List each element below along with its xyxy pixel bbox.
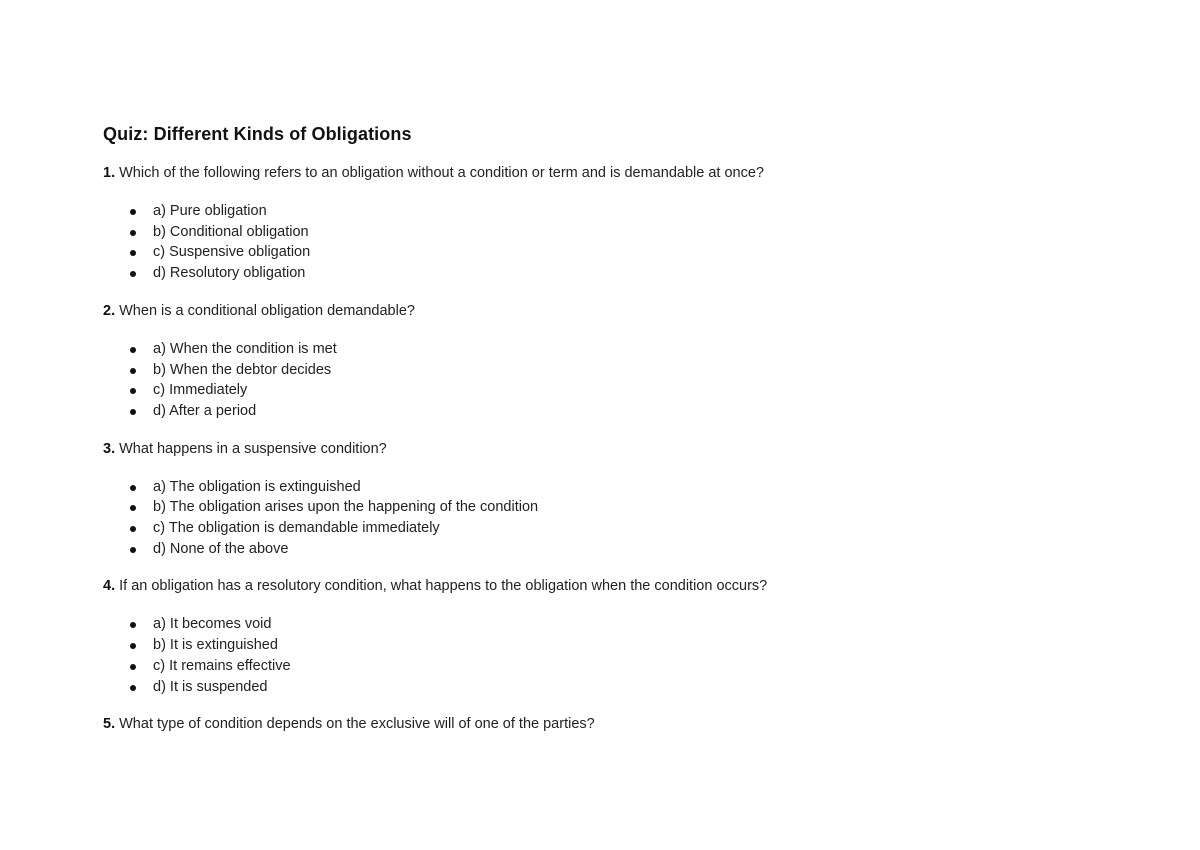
option-1a	[103, 201, 1200, 222]
question-2	[103, 302, 1200, 422]
option-2c-label: c) Immediately	[153, 382, 248, 399]
bullet-icon	[130, 685, 136, 691]
option-3b	[103, 497, 1200, 518]
option-2a-label: a) When the condition is met	[153, 340, 337, 357]
question-1	[103, 164, 1200, 284]
option-1b-label: b) Conditional obligation	[153, 223, 309, 240]
question-2-text	[103, 302, 1200, 320]
bullet-icon	[130, 388, 136, 394]
question-4-text	[103, 577, 1200, 595]
question-3-prompt: What happens in a suspensive condition?	[119, 440, 387, 457]
option-1c-label: c) Suspensive obligation	[153, 244, 311, 261]
option-2b	[103, 360, 1200, 381]
option-4b	[103, 635, 1200, 656]
question-4-prompt: If an obligation has a resolutory condition, what happens to the obligation when the condition occurs?	[119, 578, 768, 595]
question-4-options	[103, 614, 1200, 697]
option-4a-label: a) It becomes void	[153, 616, 272, 633]
option-3a-label: a) The obligation is extinguished	[153, 478, 361, 495]
question-3	[103, 440, 1200, 560]
bullet-icon	[130, 485, 136, 491]
bullet-icon	[130, 209, 136, 215]
question-2-number: 2.	[103, 302, 116, 319]
question-1-number: 1.	[103, 165, 116, 181]
option-3c	[103, 518, 1200, 539]
option-3c-label: c) The obligation is demandable immediately	[153, 520, 440, 537]
question-3-options	[103, 477, 1200, 560]
bullet-icon	[130, 622, 136, 628]
question-2-options	[103, 339, 1200, 422]
question-5-prompt: What type of condition depends on the exclusive will of one of the parties?	[119, 716, 595, 733]
bullet-icon	[130, 271, 136, 277]
bullet-icon	[130, 547, 136, 553]
bullet-icon	[130, 526, 136, 532]
option-4c	[103, 656, 1200, 677]
option-4d-label: d) It is suspended	[153, 678, 268, 695]
option-3d	[103, 539, 1200, 560]
option-4a	[103, 614, 1200, 635]
option-4c-label: c) It remains effective	[153, 657, 291, 674]
option-4b-label: b) It is extinguished	[153, 637, 278, 654]
option-3b-label: b) The obligation arises upon the happening of the condition	[153, 499, 539, 516]
option-2a	[103, 339, 1200, 360]
option-1d	[103, 263, 1200, 284]
question-4	[103, 577, 1200, 697]
bullet-icon	[130, 643, 136, 649]
option-3d-label: d) None of the above	[153, 540, 289, 557]
question-1-text	[103, 164, 1200, 182]
option-1b	[103, 222, 1200, 243]
bullet-icon	[130, 250, 136, 256]
option-4d	[103, 677, 1200, 698]
question-list	[103, 164, 1200, 733]
question-5	[103, 715, 1200, 733]
question-1-options	[103, 201, 1200, 284]
question-3-text	[103, 440, 1200, 458]
question-5-text	[103, 715, 1200, 733]
bullet-icon	[130, 505, 136, 511]
option-1d-label: d) Resolutory obligation	[153, 265, 306, 282]
option-1c	[103, 242, 1200, 263]
option-2d-label: d) After a period	[153, 402, 257, 419]
question-5-number: 5.	[103, 716, 116, 733]
option-1a-label: a) Pure obligation	[153, 203, 267, 219]
question-3-number: 3.	[103, 440, 116, 457]
option-2b-label: b) When the debtor decides	[153, 361, 332, 378]
bullet-icon	[130, 347, 136, 353]
option-2c	[103, 380, 1200, 401]
bullet-icon	[130, 409, 136, 415]
option-2d	[103, 401, 1200, 422]
bullet-icon	[130, 368, 136, 374]
question-1-prompt: Which of the following refers to an obligation without a condition or term and is demandable at once?	[119, 165, 764, 181]
question-4-number: 4.	[103, 578, 116, 595]
bullet-icon	[130, 230, 136, 236]
option-3a	[103, 477, 1200, 498]
bullet-icon	[130, 664, 136, 670]
document-title: Quiz: Different Kinds of Obligations	[103, 124, 412, 144]
question-2-prompt: When is a conditional obligation demandable?	[119, 302, 415, 319]
